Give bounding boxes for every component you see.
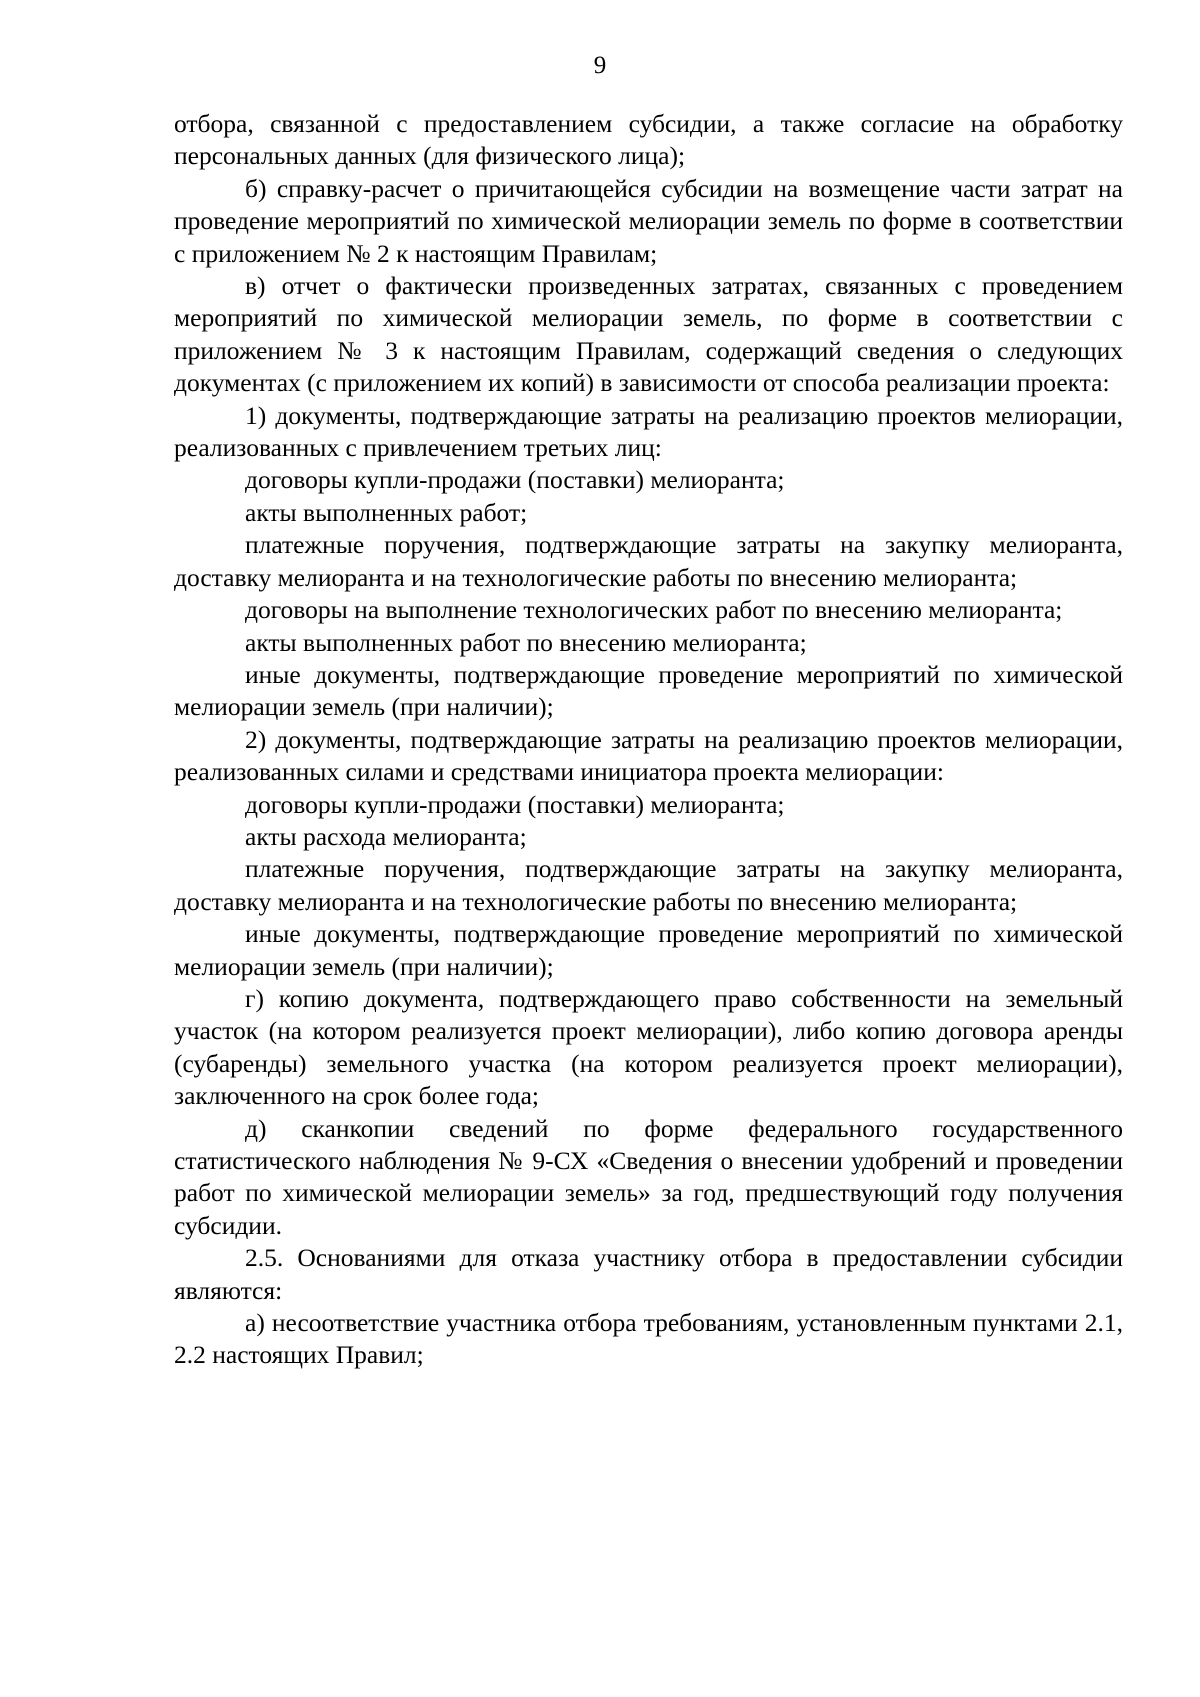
paragraph: 2) документы, подтверждающие затраты на реализацию проектов мелиорации, реализованных силами и средствами инициатора проекта мелиорации: [174, 724, 1123, 787]
page-number: 9 [593, 52, 607, 79]
paragraph: иные документы, подтверждающие проведение мероприятий по химической мелиорации земель (при наличии); [174, 659, 1123, 722]
paragraph: в) отчет о фактически произведенных затратах, связанных с проведением мероприятий по химической мелиорации земель, по форме в соответствии с приложением № 3 к настоящим Правилам, содержащий сведения о следующих документах (с приложением их копий) в зависимости от способа реализации проекта: [174, 271, 1123, 398]
paragraph: д) сканкопии сведений по форме федерального государственного статистического наблюдения № 9-СХ «Сведения о внесении удобрений и проведении работ по химической мелиорации земель» за год, предшествующий году получения субсидии. [174, 1113, 1123, 1240]
paragraph: акты расхода мелиоранта; [245, 821, 527, 851]
paragraph: договоры на выполнение технологических работ по внесению мелиоранта; [245, 595, 1063, 625]
paragraph: акты выполненных работ по внесению мелиоранта; [245, 627, 807, 657]
paragraph: б) справку-расчет о причитающейся субсидии на возмещение части затрат на проведение мероприятий по химической мелиорации земель по форме в соответствии с приложением № 2 к настоящим Правилам; [174, 173, 1123, 268]
paragraph: иные документы, подтверждающие проведение мероприятий по химической мелиорации земель (при наличии); [174, 919, 1123, 981]
document-body [174, 108, 1123, 1372]
paragraph: платежные поручения, подтверждающие затраты на закупку мелиоранта, доставку мелиоранта и на технологические работы по внесению мелиоранта; [174, 854, 1123, 916]
paragraph: договоры купли-продажи (поставки) мелиоранта; [245, 465, 785, 495]
paragraph: г) копию документа, подтверждающего право собственности на земельный участок (на котором реализуется проект мелиорации), либо копию договора аренды (субаренды) земельного участка (на котором реализуется проект мелиорации), заключенного на срок более года; [174, 983, 1123, 1111]
paragraph: отбора, связанной с предоставлением субсидии, а также согласие на обработку персональных данных (для физического лица); [174, 109, 1123, 171]
paragraph: акты выполненных работ; [245, 497, 528, 527]
paragraph: 2.5. Основаниями для отказа участнику отбора в предоставлении субсидии являются: [174, 1243, 1123, 1305]
paragraph: договоры купли-продажи (поставки) мелиоранта; [245, 789, 785, 819]
paragraph: 1) документы, подтверждающие затраты на реализацию проектов мелиорации, реализованных с привлечением третьих лиц: [174, 400, 1123, 463]
paragraph: платежные поручения, подтверждающие затраты на закупку мелиоранта, доставку мелиоранта и на технологические работы по внесению мелиоранта; [174, 530, 1123, 592]
paragraph: а) несоответствие участника отбора требованиям, установленным пунктами 2.1, 2.2 настоящих Правил; [174, 1308, 1123, 1370]
